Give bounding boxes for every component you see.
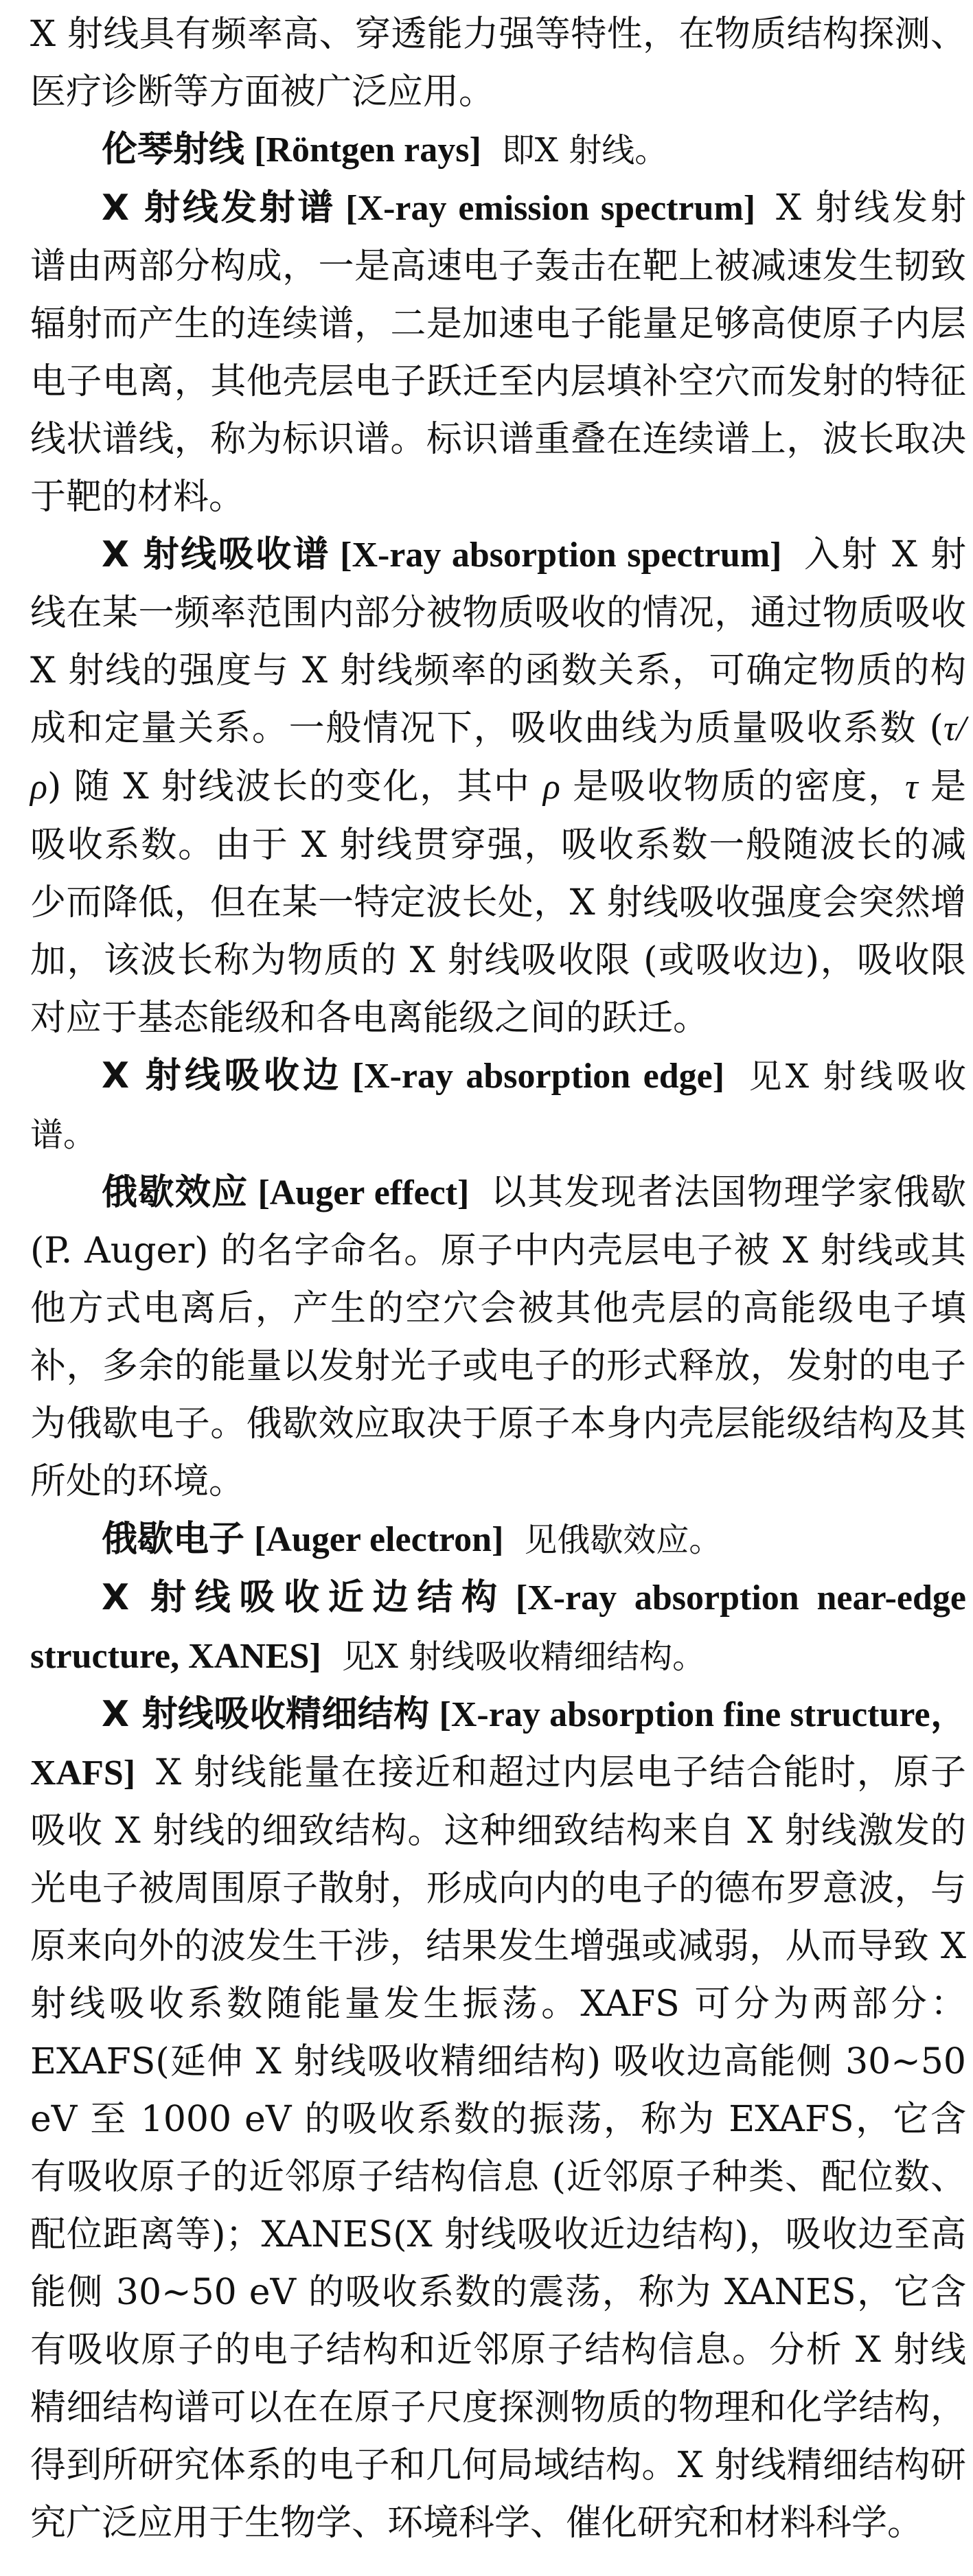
entry-xanes [30, 1569, 966, 1686]
entry-auger-electron [30, 1510, 966, 1569]
entry-english: [X-ray absorption spectrum] [340, 536, 782, 575]
entry-english: [X-ray absorption near-edge structure, XANES] [30, 1578, 966, 1676]
entry-xray-emission-spectrum [30, 179, 966, 526]
entry-english: [X-ray absorption fine structure，XAFS] [30, 1695, 966, 1793]
entry-term: X 射线吸收谱 [102, 534, 331, 575]
entry-auger-effect [30, 1164, 966, 1510]
entry-english: [Auger effect] [257, 1173, 470, 1212]
entry-definition-part: ) 随 X 射线波长的变化，其中 [47, 766, 543, 807]
entry-definition-part: 是吸收物质的密度， [560, 766, 906, 807]
entry-definition-part: 入射 X 射线在某一频率范围内部分被物质吸收的情况，通过物质吸收 X 射线的强度与 X 射线频率的函数关系，可确定物质的构成和定量关系。一般情况下，吸收曲线为质量吸收系数 ( [30, 534, 966, 749]
entry-definition: X 射线具有频率高、穿透能力强等特性，在物质结构探测、医疗诊断等方面被广泛应用。 [30, 14, 966, 113]
math-tau: τ [905, 768, 918, 807]
entry-english: [X-ray emission spectrum] [345, 189, 756, 228]
entry-english: [Röntgen rays] [254, 130, 481, 170]
entry-definition: 以其发现者法国物理学家俄歇 (P. Auger) 的名字命名。原子中内壳层电子被 X 射线或其他方式电离后，产生的空穴会被其他壳层的高能级电子填补，多余的能量以发射光子或电子的形式释放，发射的电子为俄歇电子。俄歇效应取决于原子本身内壳层能级结构及其所处的环境。 [30, 1172, 966, 1502]
entry-xray-absorption-edge [30, 1047, 966, 1164]
entry-english: [Auger electron] [254, 1520, 504, 1559]
entry-definition: X 射线能量在接近和超过内层电子结合能时，原子吸收 X 射线的细致结构。这种细致结构来自 X 射线激发的光电子被周围原子散射，形成向内的电子的德布罗意波，与原来向外的波发生干涉，结果发生增强或减弱，从而导致 X 射线吸收系数随能量发生振荡。XAFS 可分为两部分：EXAFS(延伸 X 射线吸收精细结构) 吸收边高能侧 30∼50 eV 至 1000 eV 的吸收系数的振荡，称为 EXAFS，它含有吸收原子的近邻原子结构信息 (近邻原子种类、配位数、配位距离等)；XANES(X 射线吸收近边结构)，吸收边至高能侧 30∼50 eV 的吸收系数的震荡，称为 XANES，它含有吸收原子的电子结构和近邻原子结构信息。分析 X 射线精细结构谱可以在在原子尺度探测物质的物理和化学结构，得到所研究体系的电子和几何局域结构。X 射线精细结构研究广泛应用于生物学、环境科学、催化研究和材料科学。 [30, 1752, 966, 2544]
entry-rontgen-rays [30, 121, 966, 179]
entry-definition: 即X 射线。 [501, 131, 668, 170]
entry-term: 俄歇效应 [102, 1172, 249, 1213]
entry-term: X 射线吸收边 [102, 1055, 343, 1096]
entry-definition: X 射线发射谱由两部分构成，一是高速电子轰击在靶上被减速发生韧致辐射而产生的连续谱，二是加速电子能量足够高使原子内层电子电离，其他壳层电子跃迁至内层填补空穴而发射的特征线状谱线，称为标识谱。标识谱重叠在连续谱上，波长取决于靶的材料。 [30, 187, 966, 518]
entry-definition-part: 是吸收系数。由于 X 射线贯穿强，吸收系数一般随波长的减少而降低，但在某一特定波长处，X 射线吸收强度会突然增加，该波长称为物质的 X 射线吸收限 (或吸收边)，吸收限对应于基态能级和各电离能级之间的跃迁。 [30, 766, 966, 1039]
entry-definition: 见X 射线吸收精细结构。 [341, 1637, 706, 1676]
entry-term: X 射线吸收近边结构 [102, 1577, 506, 1618]
math-rho: ρ [542, 768, 560, 807]
entry-english: [X-ray absorption edge] [352, 1057, 725, 1096]
entry-continuation [30, 5, 966, 121]
math-tau-over-rho: τ/ρ [30, 709, 966, 807]
entry-term: X 射线发射谱 [102, 187, 336, 229]
entry-xafs [30, 1686, 966, 2552]
entry-xray-absorption-spectrum [30, 526, 966, 1047]
entry-term: 俄歇电子 [102, 1519, 245, 1560]
entry-definition: 见俄歇效应。 [524, 1521, 722, 1559]
entry-term: X 射线吸收精细结构 [102, 1694, 430, 1735]
entry-definition: 见X 射线吸收谱。 [30, 1057, 966, 1154]
entry-term: 伦琴射线 [102, 129, 245, 170]
